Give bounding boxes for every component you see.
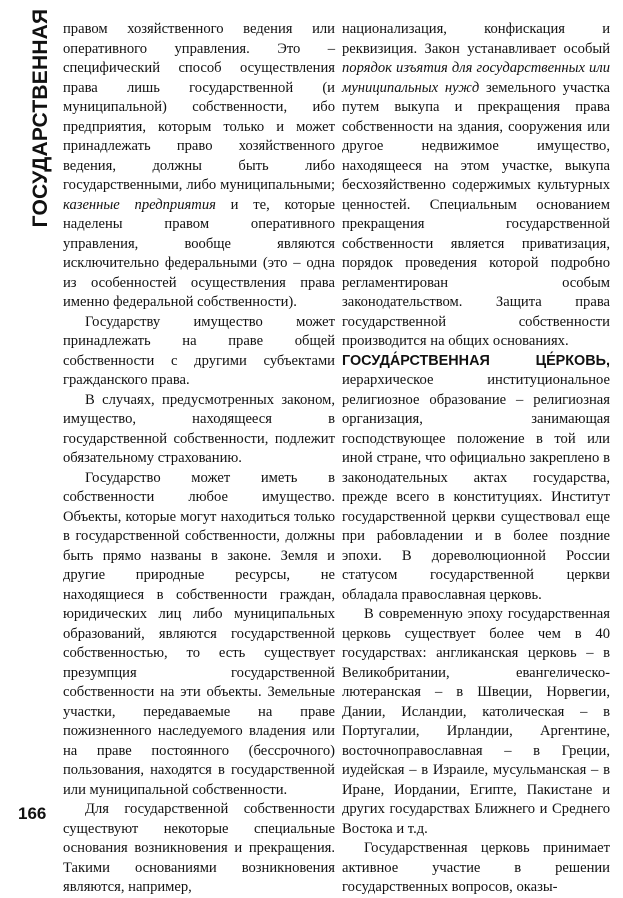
dictionary-entry xyxy=(342,352,610,606)
paragraph: В современную эпоху государственная церковь существует более чем в 40 государствах: англиканская церковь – в Великобритании, евангелическо-лютеранская – в Швеции, Норвегии, Дании, Исландии, католическая – в Португалии, Ирландии, Аргентине, восточноправославная – в Греции, иудейская – в Израиле, мусульманская – в Иране, Иордании, Египте, Пакистане и других государствах Ближнего и Среднего Востока и т.д. xyxy=(342,606,610,837)
entry-definition: иерархическое институциональное религиозное образование – религиозная организация, занимающая господствующее положение в той или иной стране, что официально закреплено в законодательных актах государства, прежде всего в конституциях. Институт государственной церкви существовал еще при рабовладении и в более поздние эпохи. В дореволюционной России статусом государственной церкви обладала православная церковь. xyxy=(342,372,610,603)
right-column xyxy=(342,20,610,898)
italic-term: порядок изъятия для государственных или муниципальных нужд xyxy=(342,60,610,96)
paragraph: Государственная церковь принимает активное участие в решении государственных вопросов, оказы- xyxy=(342,840,610,895)
paragraph: Для государственной собственности существуют некоторые специальные основания возникновения и прекращения. Такими основаниями возникновения являются, например, xyxy=(63,801,335,895)
paragraph-text: правом хозяйственного ведения или оперативного управления. Это – специфический способ осуществления права лишь государственной (и муниципальной) собственности, ибо предприятия, которым только и может принадлежать право хозяйственного ведения, должны быть либо государственными, либо муниципальными; xyxy=(63,21,335,193)
paragraph-text: и те, которые наделены правом оперативного управления, вообще являются исключительно федеральными (это – одна из особенностей осуществления права именно федеральной собственности). xyxy=(63,196,335,310)
left-column xyxy=(63,20,335,898)
page-number: 166 xyxy=(18,804,47,823)
paragraph xyxy=(63,20,335,313)
paragraph-text: земельного участка путем выкупа и прекращения права собственности на здания, сооружения или другое недвижимое имущество, находящееся на этом участке, выкупа бесхозяйственно содержимых культурных ценностей. Специальным основанием прекращения государственной собственности является приватизация, порядок проведения которой подробно регламентирован особым законодательством. Защита права государственной собственности производится на общих основаниях. xyxy=(342,79,610,349)
running-header-text: ГОСУДАРСТВЕННАЯ xyxy=(29,8,52,228)
running-header xyxy=(26,8,56,228)
paragraph xyxy=(342,20,610,352)
italic-term: казенные предприятия xyxy=(63,196,216,213)
paragraph: Государство может иметь в собственности любое имущество. Объекты, которые могут находиться только в государственной собственности, должны быть прямо названы в законе. Земля и другие природные ресурсы, не находящиеся в собственности граждан, юридических лиц либо муниципальных образований, являются государственной собственностью, то есть существует презумпция государственной собственности на эти объекты. Земельные участки, передаваемые на праве пожизненного наследуемого владения или на праве постоянного (бессрочного) пользования, находятся в государственной или муниципальной собственности. xyxy=(63,469,335,798)
paragraph-text: национализация, конфискация и реквизиция. Закон устанавливает особый xyxy=(342,21,610,57)
paragraph: Государству имущество может принадлежать на праве общей собственности с другими субъектами гражданского права. xyxy=(63,313,335,388)
entry-headword: ГОСУДА́РСТВЕННАЯ ЦЕ́РКОВЬ, xyxy=(342,352,610,369)
paragraph: В случаях, предусмотренных законом, имущество, находящееся в государственной собственности, подлежит обязательному страхованию. xyxy=(63,391,335,466)
